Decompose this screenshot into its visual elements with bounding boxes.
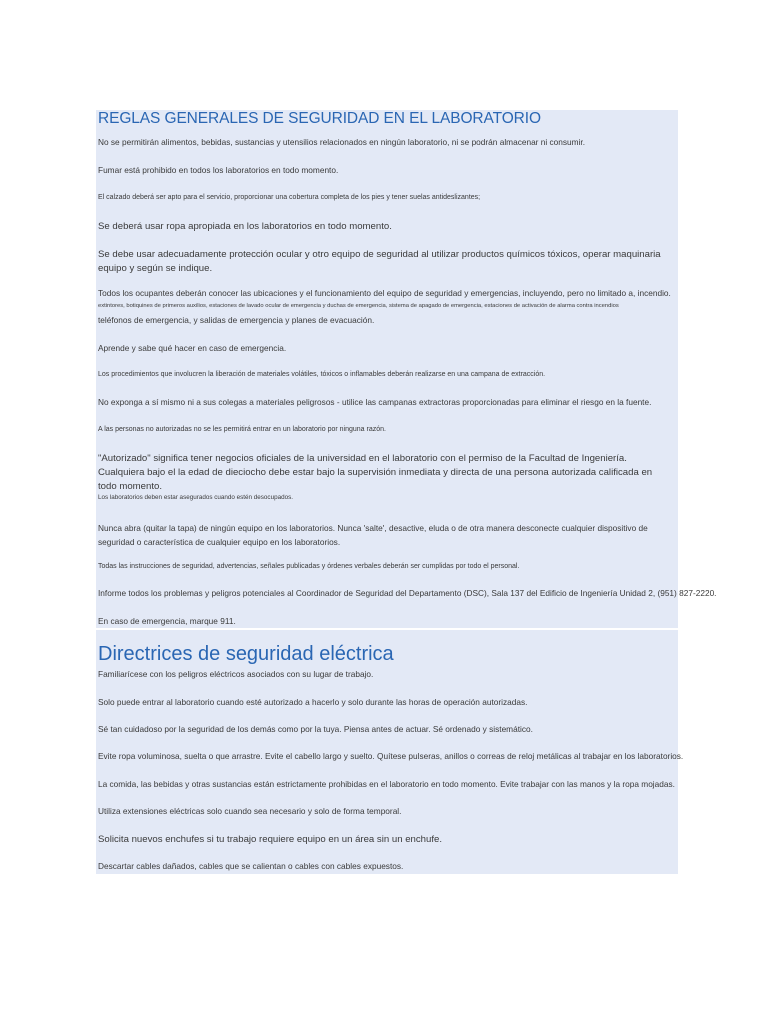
guideline-item: Solicita nuevos enchufes si tu trabajo requiere equipo en un área sin un enchufe. [98, 834, 443, 845]
rule-item-line: teléfonos de emergencia, y salidas de emergencia y planes de evacuación. [98, 315, 375, 325]
rule-item: No se permitirán alimentos, bebidas, sustancias y utensilios relacionados en ningún laboratorio, ni se podrán almacenar ni consumir. [98, 137, 586, 147]
guideline-item: Descartar cables dañados, cables que se calientan o cables con cables expuestos. [98, 861, 404, 871]
guideline-item: Utiliza extensiones eléctricas solo cuando sea necesario y solo de forma temporal. [98, 806, 402, 816]
rule-item: A las personas no autorizadas no se les permitirá entrar en un laboratorio por ninguna razón. [98, 426, 386, 433]
section-title-electrical: Directrices de seguridad eléctrica [98, 643, 394, 665]
rule-item: No exponga a sí mismo ni a sus colegas a materiales peligrosos - utilice las campanas extractoras proporcionadas para eliminar el riesgo en la fuente. [98, 397, 652, 407]
rule-item: Los procedimientos que involucren la liberación de materiales volátiles, tóxicos o inflamables deberán realizarse en una campana de extracción. [98, 371, 546, 378]
rules-panel [96, 110, 678, 628]
guideline-item: Solo puede entrar al laboratorio cuando esté autorizado a hacerlo y solo durante las horas de operación autorizadas. [98, 697, 528, 707]
rule-item: En caso de emergencia, marque 911. [98, 616, 236, 626]
rule-item: Se deberá usar ropa apropiada en los laboratorios en todo momento. [98, 221, 392, 232]
rule-item: Informe todos los problemas y peligros potenciales al Coordinador de Seguridad del Departamento (DSC), Sala 137 del Edificio de Ingeniería Unidad 2, (951) 827-2220. [98, 588, 717, 598]
rule-item: Aprende y sabe qué hacer en caso de emergencia. [98, 343, 287, 353]
guideline-item: Sé tan cuidadoso por la seguridad de los demás como por la tuya. Piensa antes de actuar. Sé ordenado y sistemático. [98, 724, 533, 734]
rule-item: Se debe usar adecuadamente protección ocular y otro equipo de seguridad al utilizar productos químicos tóxicos, operar maquinaria equipo y según se indique. [98, 249, 661, 274]
rule-item: Todas las instrucciones de seguridad, advertencias, señales publicadas y órdenes verbales deberán ser cumplidas por todo el personal. [98, 563, 520, 570]
section-title-general-rules: REGLAS GENERALES DE SEGURIDAD EN EL LABORATORIO [98, 110, 541, 127]
rule-item: Los laboratorios deben estar asegurados cuando estén desocupados. [98, 494, 293, 501]
rule-item-line: extintores, botiquines de primeros auxilios, estaciones de lavado ocular de emergencia y duchas de emergencia, sistema de apagado de emergencia, estaciones de activación de alarma contra incendios [98, 303, 619, 309]
guideline-item: La comida, las bebidas y otras sustancias están estrictamente prohibidas en el laboratorio en todo momento. Evite trabajar con las manos y la ropa mojadas. [98, 779, 675, 789]
guideline-item: Evite ropa voluminosa, suelta o que arrastre. Evite el cabello largo y suelto. Quítese pulseras, anillos o correas de reloj metálicas al trabajar en los laboratorios. [98, 751, 684, 761]
rule-item: Nunca abra (quitar la tapa) de ningún equipo en los laboratorios. Nunca 'salte', desactive, eluda o de otra manera desconecte cualquier dispositivo de seguridad o característica de cualquier equipo en los laboratorios. [98, 523, 648, 547]
guideline-item: Familiarícese con los peligros eléctricos asociados con su lugar de trabajo. [98, 669, 374, 679]
rule-item: El calzado deberá ser apto para el servicio, proporcionar una cobertura completa de los pies y tener suelas antideslizantes; [98, 194, 481, 201]
rule-item-line: Todos los ocupantes deberán conocer las ubicaciones y el funcionamiento del equipo de seguridad y emergencias, incluyendo, pero no limitado a, incendio. [98, 288, 671, 298]
rule-item: Fumar está prohibido en todos los laboratorios en todo momento. [98, 165, 339, 175]
rule-item: "Autorizado" significa tener negocios oficiales de la universidad en el laboratorio con el permiso de la Facultad de Ingeniería. Cualquiera bajo el la edad de dieciocho debe estar bajo la supervisión inmediata y directa de una persona autorizada calificada en todo momento. [98, 453, 653, 492]
